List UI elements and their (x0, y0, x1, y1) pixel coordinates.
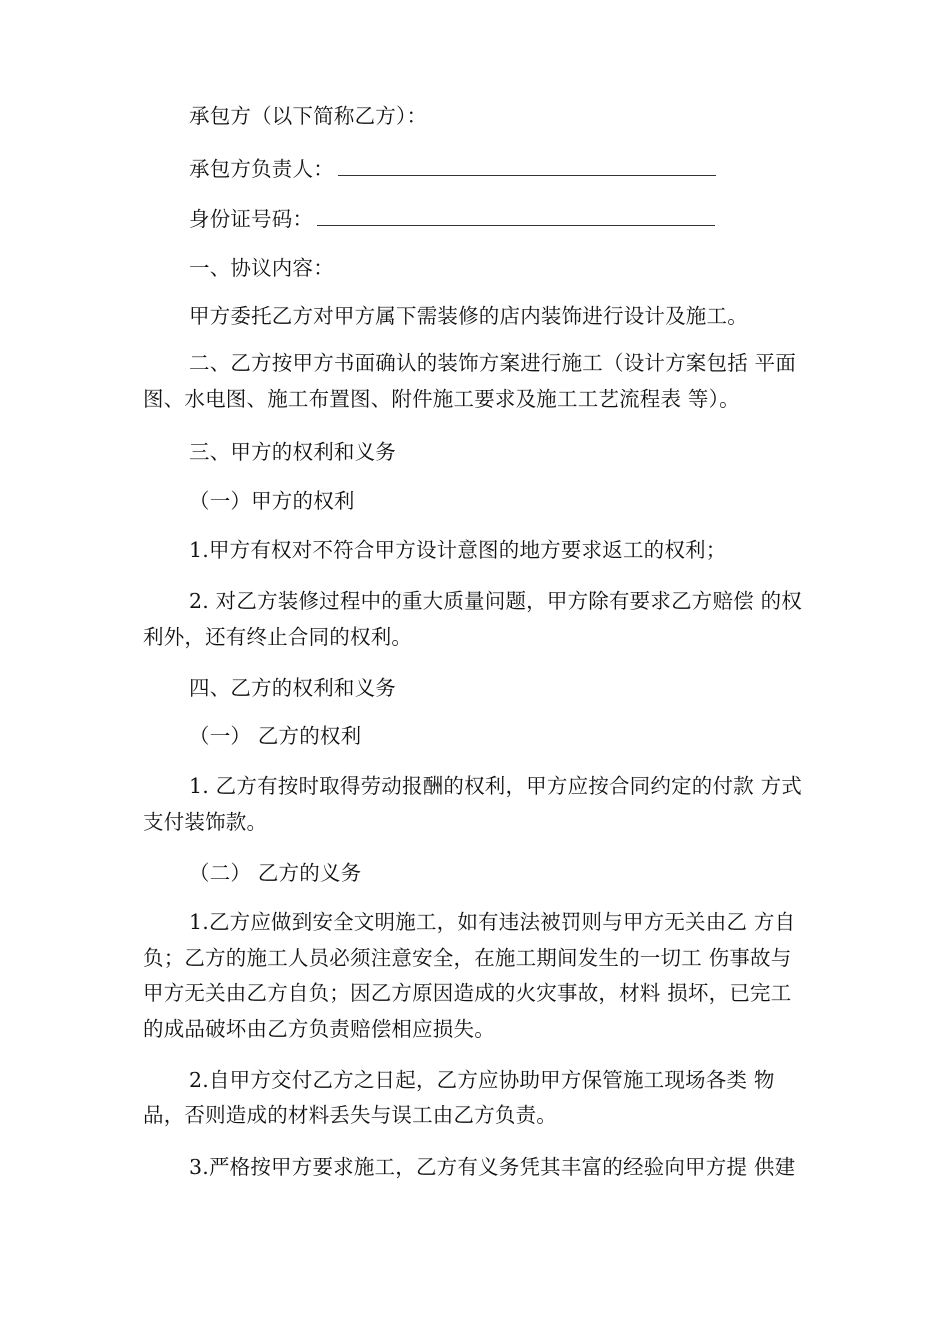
section4-duty2-line1: 2.自甲方交付乙方之日起，乙方应协助甲方保管施工现场各类 物 (189, 1068, 775, 1092)
section4-sub1: （一） 乙方的权利 (189, 724, 362, 748)
section4-sub2: （二） 乙方的义务 (189, 861, 362, 885)
section4-duty1-line4: 的成品破坏由乙方负责赔偿相应损失。 (143, 1017, 495, 1041)
party-b-representative-row (189, 155, 716, 182)
section4-duty1-line3: 甲方无关由乙方自负；因乙方原因造成的火灾事故，材料 损坏，已完工 (143, 981, 792, 1005)
section2-line1: 二、乙方按甲方书面确认的装饰方案进行施工（设计方案包括 平面 (189, 351, 797, 375)
party-b-representative-blank (338, 155, 716, 176)
party-b-id-label: 身份证号码： (189, 207, 314, 231)
section3-sub1: （一）甲方的权利 (189, 489, 355, 513)
section4-right1-line1: 1. 乙方有按时取得劳动报酬的权利，甲方应按合同约定的付款 方式 (189, 774, 802, 798)
party-b-title: 承包方（以下简称乙方）： (189, 104, 428, 128)
section4-heading: 四、乙方的权利和义务 (189, 676, 396, 700)
section2-line2: 图、水电图、施工布置图、附件施工要求及施工工艺流程表 等）。 (143, 387, 740, 411)
section4-duty3-line1: 3.严格按甲方要求施工，乙方有义务凭其丰富的经验向甲方提 供建 (189, 1155, 796, 1179)
party-b-id-row (189, 205, 715, 232)
section1-text: 甲方委托乙方对甲方属下需装修的店内装饰进行设计及施工。 (189, 304, 748, 328)
party-b-representative-label: 承包方负责人： (189, 157, 334, 181)
section4-duty1-line1: 1.乙方应做到安全文明施工，如有违法被罚则与甲方无关由乙 方自 (189, 910, 796, 934)
section1-heading: 一、协议内容： (189, 256, 334, 280)
section3-item2-line2: 利外，还有终止合同的权利。 (143, 625, 413, 649)
section3-heading: 三、甲方的权利和义务 (189, 440, 396, 464)
section4-duty1-line2: 负；乙方的施工人员必须注意安全，在施工期间发生的一切工 伤事故与 (143, 946, 792, 970)
section3-item1: 1.甲方有权对不符合甲方设计意图的地方要求返工的权利； (189, 538, 727, 562)
section3-item2-line1: 2. 对乙方装修过程中的重大质量问题，甲方除有要求乙方赔偿 的权 (189, 589, 802, 613)
section4-right1-line2: 支付装饰款。 (143, 810, 268, 834)
party-b-id-blank (317, 205, 715, 226)
section4-duty2-line2: 品，否则造成的材料丢失与误工由乙方负责。 (143, 1103, 557, 1127)
